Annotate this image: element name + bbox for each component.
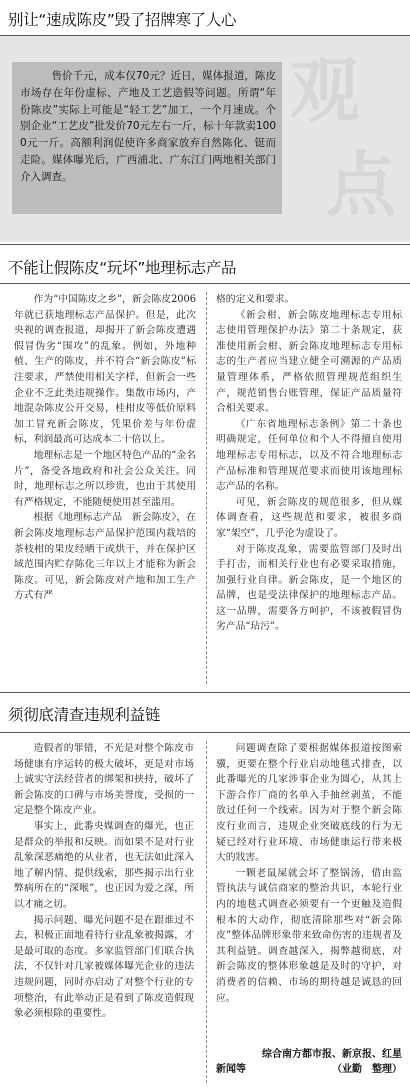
column-divider	[206, 741, 207, 1083]
paragraph: 《广东省地理标志条例》第二十条也明确规定，任何单位和个人不得擅自使用地理标志专用标志，以及不符合地理标志产品标准和管理规范要求而使用该地理标志产品的名称。	[216, 418, 402, 493]
lead-box	[12, 62, 282, 214]
paragraph: 事实上，此番央媒调查的爆光，也正是群众的举报和反映。而如果不是对行业乱象深恶痛绝的从业者，也无法如此深入地了解内情、提供线索，那些揭示出行业弊病所在的“深喉”，也正因为爱之深，所以才痛之切。	[14, 820, 194, 910]
paragraph: 根据《地理标志产品 新会陈皮》，在新会陈皮地理标志产品保护范围内栽培的茶枝柑的果皮经晒干或烘干，并在保护区域范围内贮存陈化三年以上才能称为新会陈皮。可见，新会陈皮对产地和加工生产方式有严	[14, 512, 196, 602]
source-credit	[216, 1047, 402, 1077]
paragraph: 问题调查除了要根据媒体报道按图索骥，更要在整个行业启动地毯式排查，以此番曝光的几家涉事企业为圆心，从其上下游合作厂商的名单入手抽丝剥茧，不能放过任何一个线索。因为对于整个新会陈皮行业而言，违规企业突破底线的行为无疑已经对行业环境、市场健康运行带来极大的戕害。	[216, 743, 402, 864]
article-3-column-left	[14, 741, 194, 1022]
paragraph: 造假者的罪错，不光是对整个陈皮市场健康有序运转的极大破坏，更是对市场上诚实守法经营者的绑架和挟持，破坏了新会陈皮的口碑与市场美誉度，受损的一定是整个陈皮产业。	[14, 743, 194, 817]
credit-line-1: 综合南方都市报、新京报、红星	[262, 1049, 402, 1060]
lead-text: 售价千元，成本仅70元？近日，媒体报道，陈皮市场存在年份虚标、产地及工艺造假等问题。所谓“年份陈皮”实际上可能是“轻工艺”加工，一个月速成。个别企业“工艺皮”批发价70元左右一斤，标十年款卖1000元一斤。高额利润促使许多商家放弃自然陈化、铤而走险。媒体曝光后，广西浦北、广东江门两地相关部门介入调查。	[20, 70, 276, 183]
paragraph: 格的定义和要求。	[216, 294, 295, 305]
column-divider	[206, 292, 207, 684]
paragraph: 地理标志是一个地区特色产品的“金名片”，备受各地政府和社会公众关注。同时，地理标志之所以珍贵，也由于其使用有严格规定，不能随便使用甚至滥用。	[14, 449, 196, 508]
divider	[0, 283, 410, 284]
paragraph: 可见，新会陈皮的规范很多，但从媒体调查看，这些规范和要求，被很多商家“架空”，几乎沦为虚设了。	[216, 496, 402, 539]
divider	[0, 692, 410, 693]
paragraph: 一颗老鼠屎就会坏了整锅汤，借由监管执法与诚信商家的整治共识，本轮行业内的地毯式调查必须要有一个更触及造假根本的大动作，彻底清除那些对“新会陈皮”整体品牌形象带来致命伤害的违规者及其利益链。调查越深入，揭弊越彻底，对新会陈皮的整体形象越是及时的守护，对消费者的信赖、市场的期待越是诚恳的回应。	[216, 867, 402, 1004]
credit-editor: （业勤 整理）	[332, 1064, 402, 1075]
article-2-column-right	[216, 292, 402, 635]
divider	[0, 732, 410, 733]
headline-1: 别让“速成陈皮”毁了招牌寒了人心	[8, 11, 237, 29]
headline-3: 须彻底清查违规利益链	[8, 706, 161, 724]
headline-2: 不能让假陈皮“玩坏”地理标志产品	[8, 259, 237, 277]
paragraph: 《新会柑、新会陈皮地理标志专用标志使用管理保护办法》第二十条规定，获准使用新会柑、新会陈皮地理标志专用标志的生产者应当建立健全可溯源的产品质量管理体系，严格依照管理规范组织生产，规范销售台账管理，保证产品质量符合相关要求。	[216, 309, 402, 415]
divider	[0, 244, 410, 245]
paragraph: 对于陈皮乱象，需要监管部门及时出手打击，而相关行业也有必要采取措施，加强行业自律。新会陈皮，是一个地区的品牌，也是受法律保护的地理标志产品。这一品牌，需要各方呵护，不该被假冒伪劣产品“玷污”。	[216, 543, 402, 633]
credit-line-2	[216, 1062, 402, 1077]
decorative-char-guan: 观	[290, 49, 360, 132]
article-2-column-left	[14, 292, 196, 604]
paragraph: 揭示问题、曝光问题不是在跟谁过不去，积极正面地看待行业乱象被揭露，才是最可取的态度。多家监管部门们联合执法，不仅针对几家被媒体曝光企业的违法违规问题，同时亦启动了对整个行业的专项整治，有此举动正是看到了陈皮造假现象必须根除的重要性。	[14, 914, 194, 1020]
decorative-char-dian: 点	[326, 143, 396, 226]
paragraph: 作为“中国陈皮之乡”，新会陈皮2006年就已获地理标志产品保护。但是，此次央视的调查报道，却揭开了新会陈皮遭遇假冒伪劣“围攻”的乱象。例如，外地种植、生产的陈皮，并不符合“新会陈皮”标注要求，严禁使用相关字样，但新会一些企业不乏此类违规操作。集散市场内，产地混杂陈皮公开交易，桂柑皮等低价原料加工冒充新会陈皮，凭果价差与年份虚标，利润最高可达成本二十倍以上。	[14, 294, 196, 446]
article-3-column-right	[216, 741, 402, 1006]
credit-sources: 新闻等	[216, 1064, 246, 1075]
